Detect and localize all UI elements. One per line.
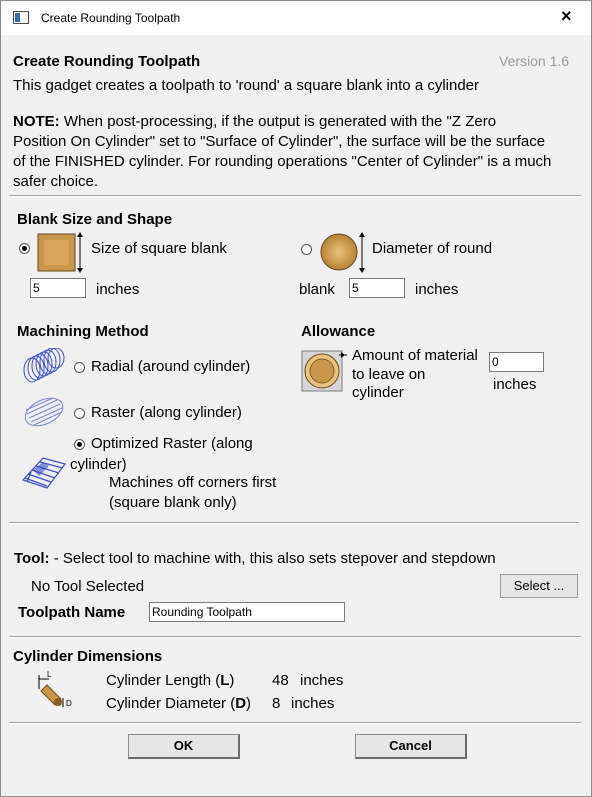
cylinder-heading: Cylinder Dimensions [13, 648, 163, 665]
square-blank-radio[interactable] [19, 243, 30, 254]
close-icon[interactable]: × [561, 6, 572, 26]
blank-heading: Blank Size and Shape [17, 211, 173, 228]
optimized-label-line-1: Optimized Raster (along [91, 435, 253, 452]
window-title: Create Rounding Toolpath [41, 11, 181, 25]
note-block [13, 112, 551, 192]
tool-row [14, 550, 496, 567]
square-blank-icon [34, 231, 86, 277]
round-unit-label: inches [415, 281, 459, 298]
round-diameter-input[interactable] [349, 278, 405, 298]
radial-toolpath-icon [21, 348, 67, 384]
toolpath-name-input[interactable] [149, 602, 345, 622]
tool-description: - Select tool to machine with, this also sets stepover and stepdown [49, 550, 496, 567]
allowance-label-line-1: Amount of material [352, 347, 478, 364]
raster-label: Raster (along cylinder) [91, 404, 242, 421]
raster-radio[interactable] [74, 408, 85, 419]
page-title: Create Rounding Toolpath [13, 53, 201, 70]
description-text: This gadget creates a toolpath to 'round' a square blank into a cylinder [13, 77, 480, 94]
cylinder-diameter-unit: inches [291, 695, 335, 712]
allowance-icon [301, 348, 349, 394]
cylinder-dimensions-icon [35, 669, 79, 715]
radial-radio[interactable] [74, 362, 85, 373]
allowance-heading: Allowance [301, 323, 376, 340]
cancel-button[interactable]: Cancel [355, 734, 467, 759]
machining-heading: Machining Method [17, 323, 149, 340]
diagram-label-d: D [66, 699, 72, 708]
ok-button[interactable]: OK [128, 734, 240, 759]
note-line-2: Position On Cylinder" set to "Surface of Cylinder", the surface will be the surface [13, 133, 546, 150]
tool-label: Tool: [14, 550, 50, 567]
optimized-raster-icon [19, 452, 69, 494]
note-label: NOTE: [13, 113, 60, 130]
round-blank-label: Diameter of round [372, 240, 493, 257]
app-window-icon [13, 11, 29, 24]
toolpath-name-label: Toolpath Name [18, 604, 126, 621]
note-line-3: of the FINISHED cylinder. For rounding operations "Center of Cylinder" is a much [13, 153, 552, 170]
allowance-label-line-3: cylinder [352, 384, 404, 401]
diagram-label-l: L [47, 670, 52, 679]
separator [9, 722, 581, 724]
allowance-unit-label: inches [493, 376, 537, 393]
round-blank-label-2: blank [299, 281, 335, 298]
select-tool-button[interactable]: Select ... [500, 574, 578, 598]
square-blank-label: Size of square blank [91, 240, 227, 257]
note-line-4: safer choice. [13, 173, 99, 190]
cylinder-length-label: Cylinder Length (L) [106, 672, 235, 689]
allowance-input[interactable] [489, 352, 544, 372]
note-line-1: When post-processing, if the output is generated with the "Z Zero [59, 113, 497, 130]
cylinder-length-value: 48 [272, 672, 289, 689]
tool-status: No Tool Selected [31, 578, 145, 595]
title-bar [1, 1, 591, 35]
optimized-note-line-2: (square blank only) [109, 494, 237, 511]
separator [9, 195, 581, 197]
square-size-input[interactable] [30, 278, 86, 298]
version-label: Version 1.6 [499, 53, 570, 69]
round-blank-radio[interactable] [301, 244, 312, 255]
cylinder-length-unit: inches [300, 672, 344, 689]
radial-label: Radial (around cylinder) [91, 358, 251, 375]
round-blank-icon [317, 231, 369, 277]
separator [9, 636, 581, 638]
cylinder-diameter-label: Cylinder Diameter (D) [106, 695, 252, 712]
separator [9, 522, 579, 524]
optimized-raster-radio[interactable] [74, 439, 85, 450]
cylinder-diameter-value: 8 [272, 695, 281, 712]
optimized-note-line-1: Machines off corners first [109, 474, 277, 491]
square-unit-label: inches [96, 281, 140, 298]
allowance-label-line-2: to leave on [352, 366, 426, 383]
optimized-label-line-2: cylinder) [70, 456, 127, 473]
raster-toolpath-icon [21, 394, 67, 430]
